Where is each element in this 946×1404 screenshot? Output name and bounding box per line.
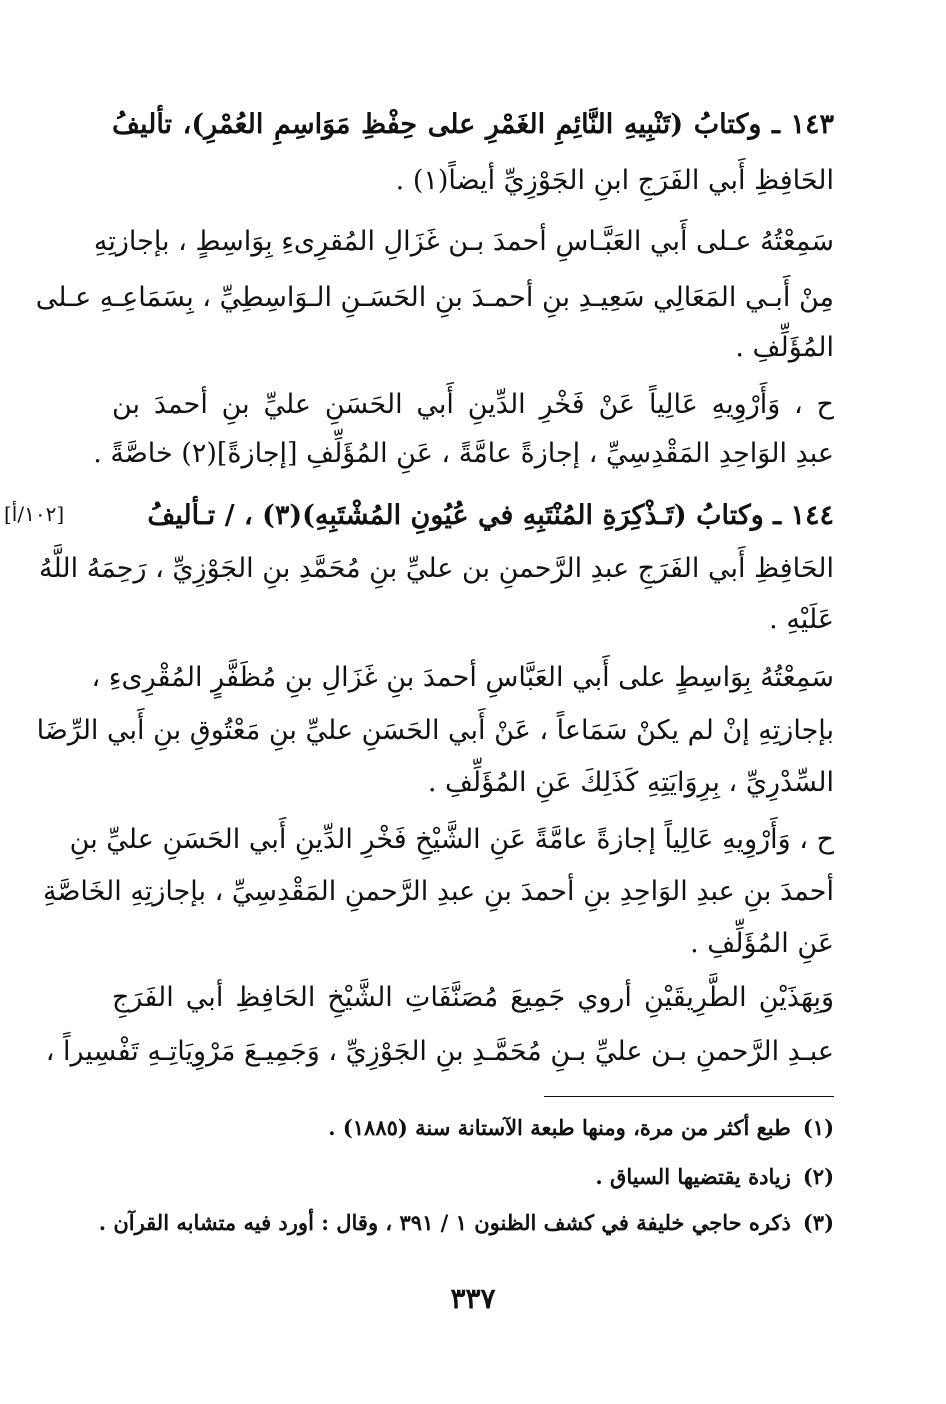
- body-line: ح ، وَأَرْوِيهِ عَالِياً إجازةً عامَّةً عَنِ الشَّيْخِ فَخْرِ الدِّينِ أَبي الحَسَنِ عليِّ بنِ: [69, 824, 834, 855]
- body-line: عَنِ المُؤَلِّفِ .: [690, 928, 834, 959]
- footnote-number: (١): [802, 1115, 834, 1140]
- body-line: مِنْ أَبـي المَعَالِي سَعِيـدِ بنِ أحمـدَ بنِ الحَسَـنِ الـوَاسِطِيِّ ، بِسَمَاعِـهِ عـلى: [35, 282, 834, 313]
- body-line: عبدِ الوَاحِدِ المَقْدِسِيِّ ، إجازةً عامَّةً ، عَنِ المُؤَلِّفِ [إجازةً](٢) خاصَّةً .: [93, 438, 834, 469]
- body-line: وَبِهَذَيْنِ الطَّرِيقَيْنِ أروي جَمِيعَ مُصَنَّفَاتِ الشَّيْخِ الحَافِظِ أبي الفَرَجِ: [112, 982, 834, 1013]
- footnote-text: ذكره حاجي خليفة في كشف الظنون ١ / ٣٩١ ، وقال : أورد فيه متشابه القرآن .: [98, 1210, 791, 1235]
- page-number: ٣٣٧: [450, 1282, 496, 1315]
- footnote-3: [98, 1203, 834, 1243]
- margin-folio-note: [١٠٢/أ]: [4, 502, 65, 526]
- footnote-2: [112, 1157, 834, 1197]
- body-line: ح ، وَأَرْوِيهِ عَالِياً عَنْ فَخْرِ الدِّينِ أَبي الحَسَنِ عليِّ بنِ أحمدَ بن: [112, 389, 834, 420]
- body-line: السِّدْرِيِّ ، بِرِوَايَتِهِ كَذَلِكَ عَنِ المُؤَلِّفِ .: [427, 767, 834, 798]
- body-line: عبـدِ الرَّحمنِ بـن عليِّ بـنِ مُحَمَّـدِ بنِ الجَوْزِيِّ ، وَجَمِيـعَ مَرْوِيَاتِـهِ تَفْسِيراً ،: [45, 1036, 834, 1067]
- footnote-1: [112, 1108, 834, 1148]
- footnote-text: زيادة يقتضيها السياق .: [595, 1164, 791, 1189]
- body-line: المُؤَلِّفِ .: [735, 332, 834, 363]
- footnote-separator: [544, 1096, 834, 1097]
- body-line: سَمِعْتُهُ بِوَاسِطٍ على أَبي العَبَّاسِ أحمدَ بنِ غَزَالِ بنِ مُظَفَّرٍ المُقْرِىءِ ،: [91, 662, 834, 693]
- footnote-text: طبع أكثر من مرة، ومنها طبعة الآستانة سنة (١٨٨٥) .: [328, 1115, 791, 1140]
- body-line: سَمِعْتُهُ عـلى أَبي العَبَّـاسِ أحمدَ بـن غَزَالِ المُقرِىءِ بِوَاسِطٍ ، بإجازتِهِ: [93, 226, 834, 257]
- body-line: عَلَيْهِ .: [769, 604, 834, 635]
- footnote-number: (٢): [802, 1164, 834, 1189]
- body-line: بإجازتِهِ إنْ لم يكنْ سَمَاعاً ، عَنْ أَبي الحَسَنِ عليِّ بنِ مَعْتُوقِ بنِ أَبي الرِّضَا: [36, 715, 834, 746]
- body-line: أحمدَ بنِ عبدِ الوَاحِدِ بنِ أحمدَ بنِ عبدِ الرَّحمنِ المَقْدِسِيِّ ، بإجازتِهِ الخَاصَّةِ: [42, 876, 834, 907]
- entry-143-title-line-end: الحَافِظِ أَبي الفَرَجِ ابنِ الجَوْزِيِّ أيضاً(١) .: [395, 165, 834, 196]
- footnote-number: (٣): [802, 1210, 834, 1235]
- entry-144-title-line: ١٤٤ ـ وكتابُ (تَـذْكِرَةِ المُنْتَبِهِ في عُيُونِ المُشْتَبِهِ)(٣) ، / تـأليفُ: [147, 500, 834, 531]
- entry-143-title-line: ١٤٣ ـ وكتابُ (تَنْبِيهِ النَّائِمِ الغَمْرِ على حِفْظِ مَوَاسِمِ العُمْرِ)، تأليفُ: [112, 109, 834, 140]
- body-line: الحَافِظِ أَبي الفَرَجِ عبدِ الرَّحمنِ بن عليِّ بنِ مُحَمَّدِ بنِ الجَوْزِيِّ ، رَحِمَهُ اللَّهُ: [38, 553, 834, 584]
